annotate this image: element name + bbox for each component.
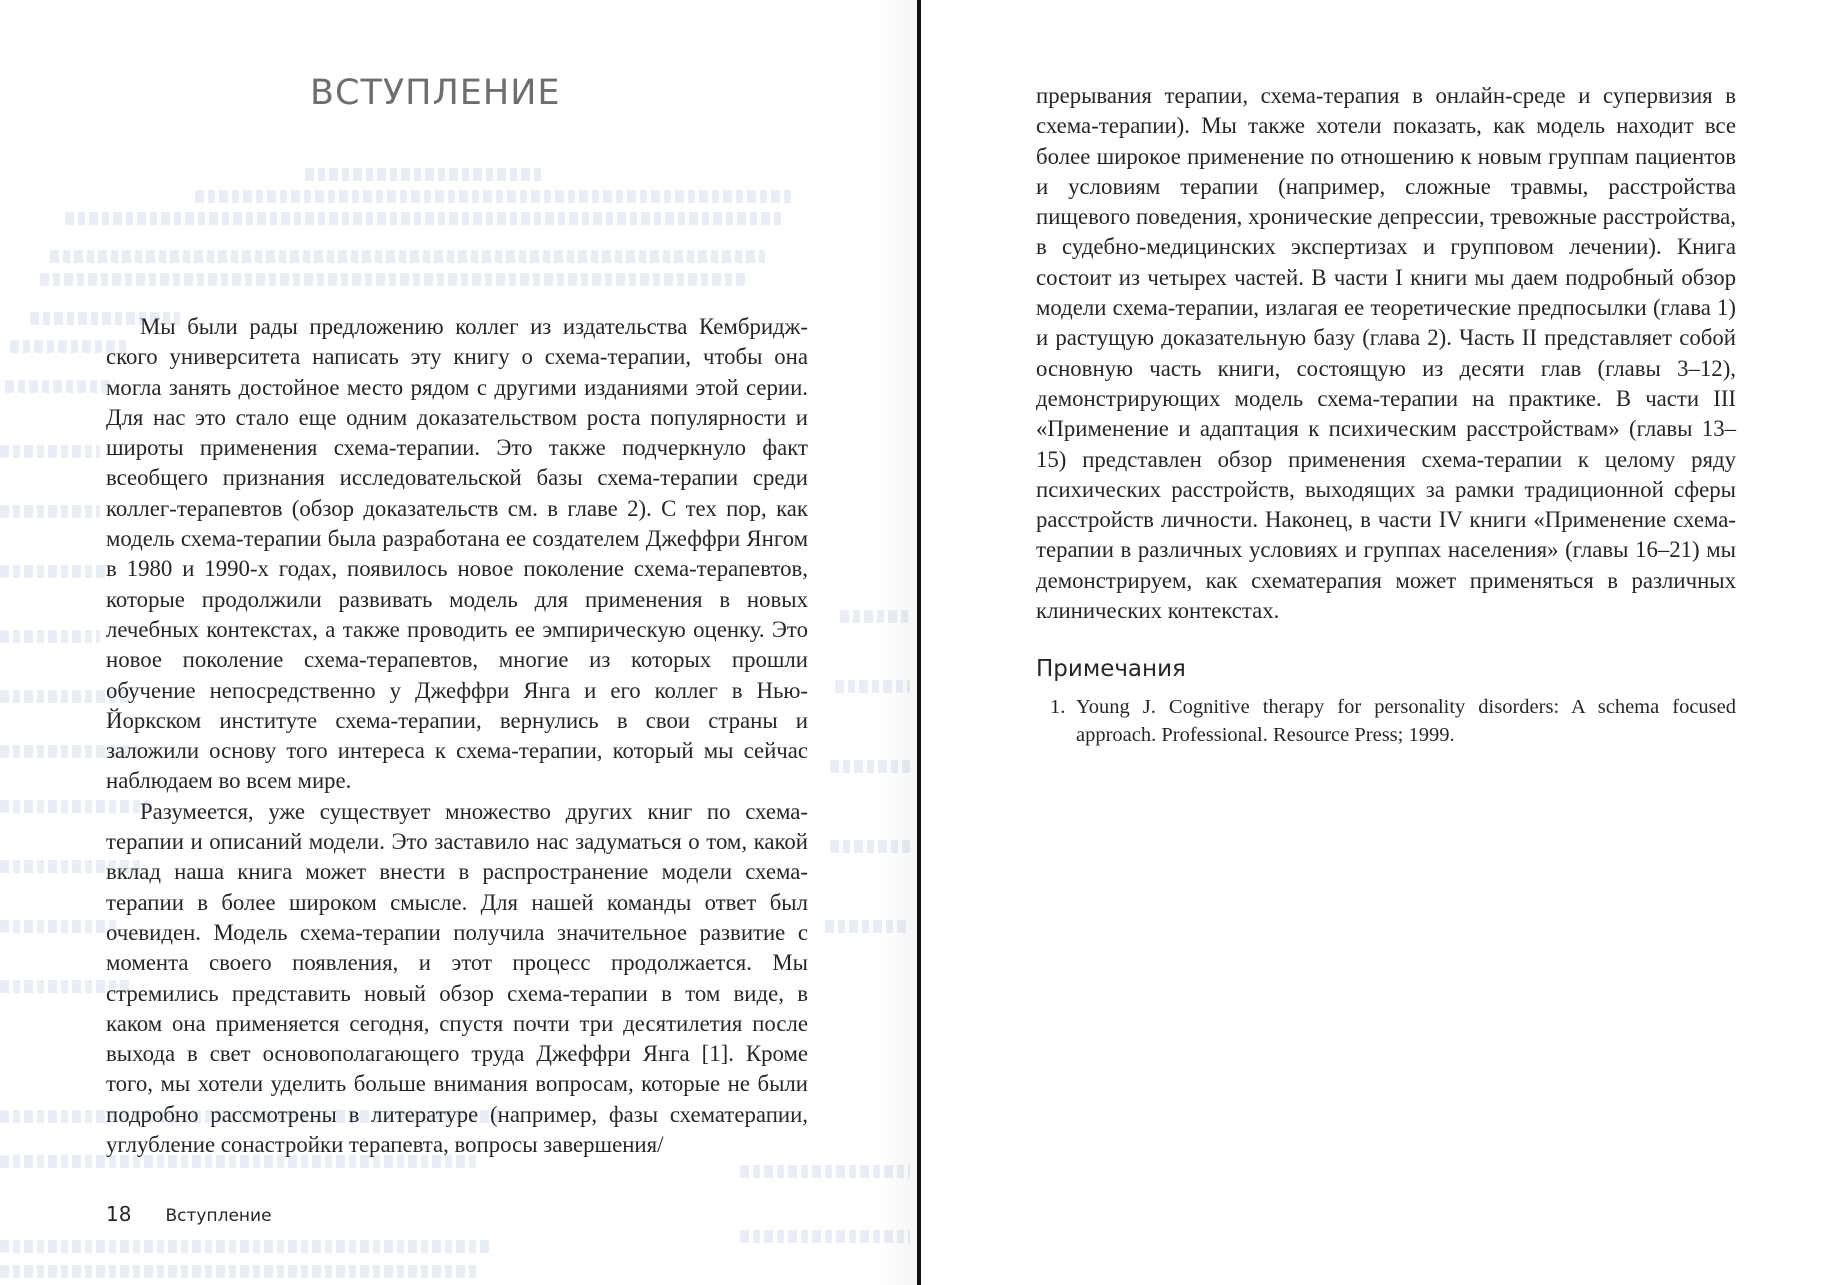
page-number: 18 [106,1202,132,1226]
paragraph: Мы были рады предложению коллег из издательства Кембриджского университета написать эту книгу о схема-терапии, чтобы она могла занять достойное место рядом с другими изданиями этой серии. Для нас это стало еще одним доказательством роста популярности и широты применения схема-терапии. Это также подчеркнуло факт всеобщего признания исследовательской базы схема-терапии среди коллег-терапевтов (обзор доказательств см. в главе 2). С тех пор, как модель схема-терапии была разработана ее создателем Джеффри Янгом в 1980 и 1990-х годах, появилось новое поколение схема-терапевтов, которые продолжили развивать модель для применения в новых лечебных контекстах, а также проводить ее эмпирическую оценку. Это новое поколение схема-терапевтов, многие из которых прошли обучение непосредственно у Джеффри Янга и его коллег в Нью-Йоркском институте схема-терапии, вернулись в свои страны и заложили основу того интереса к схема-терапии, который мы сейчас наблюдаем во всем мире. [106,314,808,794]
running-head: Вступление [165,1206,272,1226]
left-page-body [106,312,808,1160]
paragraph: прерывания терапии, схема-терапия в онлайн-среде и супервизия в схема-терапии). Мы также хотели показать, как модель находит все более широкое применение по отношению к новым группам пациентов и условиям терапии (например, сложные травмы, расстройства пищевого поведения, хронические депрессии, тревожные расстройства, в судебно-медицинских экспертизах и групповом лечении). Книга состоит из четырех частей. В части I книги мы даем подробный обзор модели схема-терапии, излагая ее теоретические предпосылки (глава 1) и растущую доказательную базу (глава 2). Часть II представляет собой основную часть книги, состоящую из десяти глав (главы 3–12), демонстрирующих модель схема-терапии на практике. В части III «Применение и адаптация к психическим расстройствам» (главы 13–15) представлен обзор применения схема-терапии к целому ряду психических расстройств, выходящих за рамки традиционной сферы расстройств личности. Наконец, в части IV книги «Применение схема-терапии в различных условиях и группах населения» (главы 16–21) мы демонстрируем, как схематерапия может применяться в различных клинических контекстах. [1036,83,1736,624]
paragraph: Разумеется, уже существует множество других книг по схема-терапии и описаний модели. Это заставило нас задуматься о том, какой вклад наша книга может внести в распространение модели схема-терапии в более широком смысле. Для нашей команды ответ был очевиден. Модель схема-терапии получила значительное развитие с момента своего появления, и этот процесс продолжается. Мы стремились представить новый обзор схема-терапии в том виде, в каком она применяется сегодня, спустя почти три десятилетия после выхода в свет основополагающего труда Джеффри Янга [1]. Кроме того, мы хотели уделить больше внимания вопросам, которые не были подробно рассмотрены в литературе (например, фазы схематерапии, углубление сонастройки терапевта, вопросы завершения/ [106,798,808,1158]
page-gutter [917,0,921,1285]
note-text: Young J. Cognitive therapy for personality disorders: A schema focused approach. Professional. Resource Press; 1999. [1076,696,1736,746]
notes-list [1036,693,1736,749]
note-number: 1. [1050,696,1066,718]
page-title: ВСТУПЛЕНИЕ [310,73,561,113]
notes-heading: Примечания [1036,656,1186,682]
page-footer [106,1202,272,1226]
note-item [1036,693,1736,749]
gutter-shadow [880,0,917,1285]
right-page-body [1036,81,1736,626]
